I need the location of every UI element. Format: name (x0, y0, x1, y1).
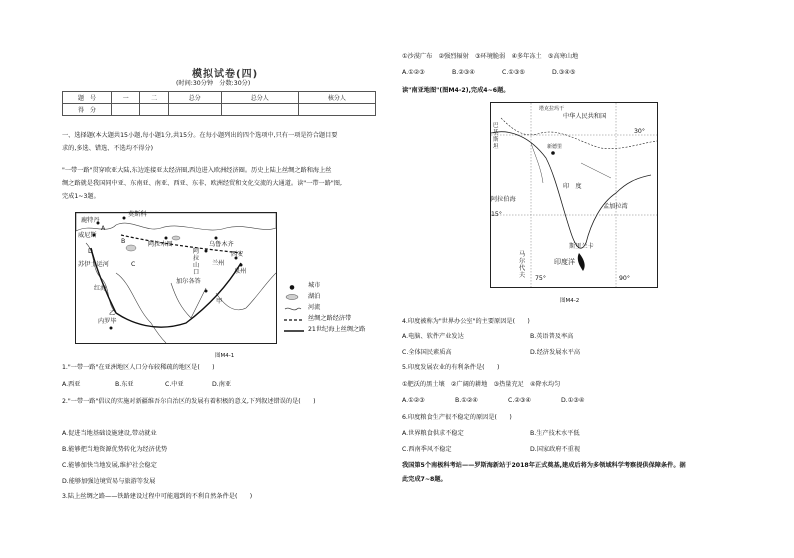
map2-label-top: 塔克拉玛干 (539, 106, 565, 112)
exam-subtitle: (时间:30分钟 分数:30分) (176, 80, 251, 87)
q3-option-d[interactable]: D.③④⑤ (552, 69, 576, 76)
south-asia-map (490, 102, 658, 288)
label-almaty: 阿拉木图 (148, 241, 173, 248)
map2-label-newdelhi: 新德里 (547, 144, 563, 150)
label-d: D (88, 248, 93, 255)
score-cell: 总分人 (221, 92, 298, 104)
score-input[interactable] (298, 104, 375, 116)
q2-option-b[interactable]: B.能够把当地资源优势转化为经济优势 (62, 446, 168, 453)
intro-1-line-2: 绸之路就是我国同中亚、东南亚、南亚、西亚、东非、欧洲经贸和文化交流的大通道。读"一带一路"图, (62, 180, 342, 187)
question-5: 5.印度发展农业的有利条件是( ) (402, 364, 500, 371)
label-alashankou: 阿拉山口 (193, 248, 200, 276)
question-4: 4.印度被称为"世界办公室"的主要原因是( ) (402, 318, 530, 325)
legend-river: 河流 (308, 304, 321, 311)
score-table (62, 91, 376, 116)
label-nairobi: 内罗毕 (98, 318, 117, 325)
section-header: 一、选择题(本大题共15小题,每小题1分,共15分。在每小题列出的四个选项中,只有一项是符合题目要 (62, 132, 338, 139)
legend-belt: 丝绸之路经济带 (308, 315, 352, 322)
q6-option-a[interactable]: A.世界粮食供求不稳定 (402, 430, 464, 437)
belt-line-icon (284, 318, 304, 322)
score-cell: 一 (112, 92, 140, 104)
q4-option-b[interactable]: B.英语普及率高 (530, 333, 574, 340)
label-red-sea: 红海 (94, 285, 107, 292)
q1-option-b[interactable]: B.东亚 (115, 381, 134, 388)
belt-road-map (75, 212, 277, 344)
q6-option-b[interactable]: B.生产技术水平低 (530, 430, 580, 437)
q4-option-a[interactable]: A.电脑、软件产业发达 (402, 333, 464, 340)
q1-option-d[interactable]: D.南亚 (212, 381, 232, 388)
label-lanzhou: 兰州 (212, 260, 225, 267)
score-row-header (63, 92, 376, 104)
map2-label-maldives: 马尔代夫 (519, 251, 526, 279)
q5-option-b[interactable]: B.①②④ (455, 397, 478, 404)
intro-1-line-1: "一带一路"贯穿欧亚大陆,东边连接亚太经济圈,西边进入欧洲经济圈。历史上陆上丝绸之路和海上丝 (62, 167, 332, 174)
intro-3-line-2: 此完成7~8题。 (402, 476, 447, 483)
score-row-values (63, 104, 376, 116)
label-a: A (101, 225, 106, 232)
map2-label-sri: 斯里兰卡 (569, 243, 594, 250)
q3-option-a[interactable]: A.①②③ (402, 69, 425, 76)
score-input[interactable] (168, 104, 221, 116)
question-3: 3.陆上丝绸之路——铁路建设过程中可能遇到的不利自然条件是( ) (62, 493, 253, 500)
q5-option-c[interactable]: C.②③④ (508, 397, 531, 404)
map2-label-lat15: 15° (491, 211, 502, 218)
score-input[interactable] (112, 104, 140, 116)
legend-city: 城市 (308, 282, 321, 289)
label-moscow: 莫斯科 (128, 211, 147, 218)
intro-1-line-3: 完成1~3题。 (62, 193, 100, 200)
question-1: 1."一带一路"在亚洲地区人口分布较稀疏的地区是( ) (62, 364, 215, 371)
map2-label-lon90: 90° (619, 275, 630, 282)
map2-label-lat30: 30° (634, 128, 645, 135)
label-suez: 苏伊士运河 (78, 261, 109, 268)
figure-1-caption: 图M4-1 (215, 353, 235, 359)
label-yi: 乙 (109, 310, 116, 317)
q2-option-c[interactable]: C.能够加快当地发展,维护社会稳定 (62, 462, 157, 469)
q3-option-c[interactable]: C.①③⑤ (502, 69, 525, 76)
map2-label-india: 印 度 (563, 183, 582, 190)
city-icon: ● (289, 284, 295, 291)
map2-label-arabia: 阿拉伯海 (491, 196, 516, 203)
score-cell: 核分人 (298, 92, 375, 104)
q6-option-c[interactable]: C.西南季风不稳定 (402, 446, 452, 453)
label-xian: 西安 (231, 251, 244, 258)
map2-label-china: 中华人民共和国 (563, 113, 607, 120)
map-legend (282, 282, 392, 344)
q1-option-a[interactable]: A.西亚 (62, 381, 81, 388)
legend-lake: 湖泊 (308, 293, 321, 300)
river-icon (284, 306, 302, 312)
label-urumqi: 乌鲁木齐 (209, 241, 234, 248)
question-6: 6.印度粮食生产很不稳定的原因是( ) (402, 414, 512, 421)
q4-option-c[interactable]: C.全体国民素质高 (402, 349, 452, 356)
question-2: 2."一带一路"倡议的实施对新疆维吾尔自治区的发展有着积极的意义,下列叙述错误的是( ) (62, 398, 316, 405)
score-input[interactable] (140, 104, 168, 116)
label-venice: 威尼斯 (78, 232, 97, 239)
q4-option-d[interactable]: D.经济发展水平高 (530, 349, 581, 356)
legend-maritime: 21世纪海上丝绸之路 (308, 326, 366, 333)
score-input[interactable] (221, 104, 298, 116)
map2-label-lon75: 75° (535, 275, 546, 282)
q2-option-a[interactable]: A.促进当地基础设施建设,带动就业 (62, 430, 157, 437)
q5-items: ①肥沃的黑土壤 ②广阔的耕地 ③热量充足 ④降水均匀 (402, 381, 561, 388)
q2-option-d[interactable]: D.能够加强边境贸易与旅游等发展 (62, 478, 156, 485)
label-kolkata: 加尔各答 (176, 278, 201, 285)
score-cell: 得 分 (63, 104, 112, 116)
lake-icon (285, 294, 299, 300)
label-b: B (121, 238, 126, 245)
intro-2: 读"南亚地图"(图M4-2),完成4~6题。 (402, 87, 510, 94)
score-cell: 二 (140, 92, 168, 104)
q1-option-c[interactable]: C.中亚 (165, 381, 184, 388)
q6-option-d[interactable]: D.国家政府不重视 (530, 446, 581, 453)
exam-title: 模拟试卷(四) (192, 69, 259, 80)
intro-3-line-1: 我国第5个南极科考站——罗斯海新站于2018年正式奠基,建成后将为多领域科学考察提供保障条件。据 (402, 462, 686, 469)
q3-option-b[interactable]: B.②③④ (452, 69, 475, 76)
q5-option-a[interactable]: A.①②③ (402, 397, 425, 404)
maritime-line-icon (284, 329, 304, 333)
map2-label-indian-ocean: 印度洋 (554, 258, 575, 266)
map2-label-pakistan: 巴基斯坦 (493, 123, 499, 150)
section-header-2: 求的,多选、错选、不选均不得分) (62, 145, 154, 152)
q5-option-d[interactable]: D.①③④ (561, 397, 585, 404)
score-cell: 题 号 (63, 92, 112, 104)
score-cell: 总分 (168, 92, 221, 104)
q3-items: ①沙漠广布 ②强烈辐射 ③环境脆弱 ④多年冻土 ⑤高寒山地 (402, 53, 579, 60)
figure-2-caption: 图M4-2 (560, 298, 580, 304)
map2-label-bengal: 孟加拉湾 (603, 203, 628, 210)
label-c: C (131, 261, 136, 268)
label-quanzhou: 泉州 (234, 268, 247, 275)
label-rotterdam: 鹿特丹 (81, 217, 100, 224)
label-jia: 甲 (216, 298, 223, 305)
